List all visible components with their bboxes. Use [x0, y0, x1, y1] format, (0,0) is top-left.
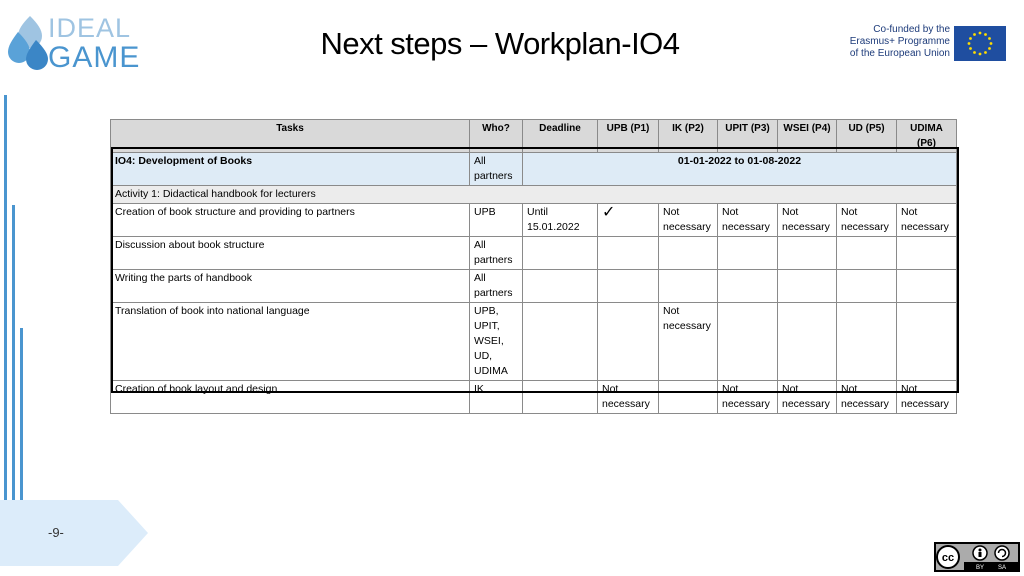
col-header: WSEI (P4): [778, 120, 837, 153]
table-header-row: [111, 120, 957, 153]
partner-cell: Not necessary: [837, 381, 897, 414]
partner-cell: [718, 270, 778, 303]
task-cell: Writing the parts of handbook: [111, 270, 470, 303]
task-cell: Translation of book into national language: [111, 303, 470, 381]
page-title: Next steps – Workplan-IO4: [320, 26, 680, 61]
partner-cell: [897, 270, 957, 303]
section-date-span: 01-01-2022 to 01-08-2022: [523, 153, 957, 186]
partner-cell: [598, 303, 659, 381]
partner-cell: Not necessary: [718, 204, 778, 237]
who-cell: All partners: [470, 270, 523, 303]
task-cell: Creation of book layout and design: [111, 381, 470, 414]
partner-cell: Not necessary: [718, 381, 778, 414]
eu-cofunded-badge: [842, 24, 1012, 64]
svg-text:cc: cc: [941, 552, 955, 564]
idealgame-logo: [8, 10, 148, 72]
logo-word-top: IDEAL: [48, 13, 132, 43]
table-row: [111, 204, 957, 237]
partner-cell: [659, 270, 718, 303]
task-cell: Creation of book structure and providing to partners: [111, 204, 470, 237]
col-header: UPB (P1): [598, 120, 659, 153]
deadline-cell: [523, 270, 598, 303]
col-header: UDIMA (P6): [897, 120, 957, 153]
section-row: [111, 153, 957, 186]
partner-cell: [718, 303, 778, 381]
partner-cell: Not necessary: [778, 381, 837, 414]
eu-flag-icon: [954, 26, 1006, 61]
partner-cell: [778, 303, 837, 381]
partner-cell: [598, 270, 659, 303]
eu-badge-text: Co-funded by the Erasmus+ Programme of the European Union: [849, 24, 950, 59]
decor-bar: [20, 328, 23, 505]
decor-bar: [4, 95, 7, 505]
table-row: [111, 270, 957, 303]
partner-cell: [598, 237, 659, 270]
col-header: Deadline: [523, 120, 598, 153]
col-header: Who?: [470, 120, 523, 153]
partner-cell: Not necessary: [778, 204, 837, 237]
partner-cell: [778, 270, 837, 303]
col-header: UD (P5): [837, 120, 897, 153]
logo-drops-icon: [8, 14, 52, 70]
partner-cell: Not necessary: [659, 303, 718, 381]
partner-cell: Not necessary: [598, 381, 659, 414]
task-cell: Discussion about book structure: [111, 237, 470, 270]
cc-by-sa-icon: [934, 542, 1020, 572]
col-header: IK (P2): [659, 120, 718, 153]
partner-cell: Not necessary: [659, 204, 718, 237]
partner-cell: [837, 270, 897, 303]
partner-cell: Not necessary: [837, 204, 897, 237]
who-cell: UPB, UPIT, WSEI, UD, UDIMA: [470, 303, 523, 381]
partner-cell: [718, 237, 778, 270]
deadline-cell: Until 15.01.2022: [523, 204, 598, 237]
svg-text:BY: BY: [975, 565, 985, 571]
activity-label: Activity 1: Didactical handbook for lecturers: [111, 186, 957, 204]
section-task: IO4: Development of Books: [111, 153, 470, 186]
partner-cell: [659, 381, 718, 414]
who-cell: UPB: [470, 204, 523, 237]
partner-cell: Not necessary: [897, 381, 957, 414]
col-header: Tasks: [111, 120, 470, 153]
page-number: -9-: [48, 525, 64, 540]
deadline-cell: [523, 303, 598, 381]
checkmark-icon: ✓: [598, 204, 659, 237]
table-row: [111, 381, 957, 414]
page-number-chevron: [0, 500, 150, 566]
partner-cell: Not necessary: [897, 204, 957, 237]
col-header: UPIT (P3): [718, 120, 778, 153]
who-cell: IK: [470, 381, 523, 414]
partner-cell: [897, 237, 957, 270]
workplan-table: [110, 119, 957, 414]
table-row: [111, 237, 957, 270]
table-row: [111, 303, 957, 381]
activity-row: [111, 186, 957, 204]
partner-cell: [659, 237, 718, 270]
partner-cell: [837, 237, 897, 270]
who-cell: All partners: [470, 237, 523, 270]
deadline-cell: [523, 237, 598, 270]
section-who: All partners: [470, 153, 523, 186]
svg-text:SA: SA: [997, 565, 1007, 571]
partner-cell: [837, 303, 897, 381]
partner-cell: [897, 303, 957, 381]
partner-cell: [778, 237, 837, 270]
decor-bar: [12, 205, 15, 505]
deadline-cell: [523, 381, 598, 414]
logo-word-bottom: GAME: [48, 41, 141, 74]
